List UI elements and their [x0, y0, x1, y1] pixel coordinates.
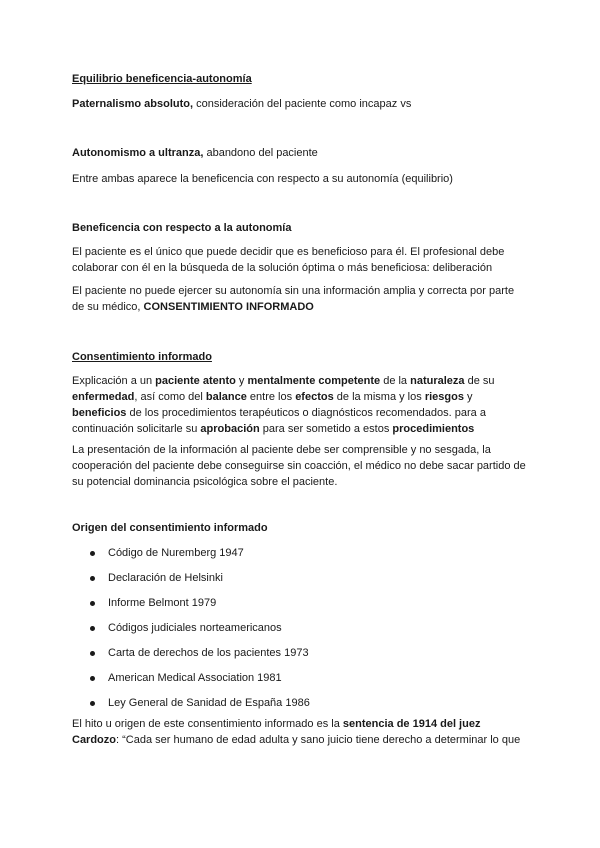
list-item: Declaración de Helsinki: [90, 570, 310, 595]
list-item: Ley General de Sanidad de España 1986: [90, 695, 310, 720]
bold-term: enfermedad: [72, 391, 135, 403]
paragraph-consentimiento-1: [72, 373, 528, 437]
text-run: de los procedimientos terapéuticos o diagnósticos recomendados. para a continuación solicitarle su: [72, 407, 486, 435]
bold-term: mentalmente competente: [247, 375, 381, 387]
term-autonomismo: Autonomismo a ultranza,: [72, 147, 204, 159]
text-run: Explicación a un: [72, 375, 156, 387]
paragraph-origen-final: [72, 716, 528, 748]
list-item: Informe Belmont 1979: [90, 595, 310, 620]
bold-term: beneficios: [72, 407, 127, 419]
term-consentimiento: CONSENTIMIENTO INFORMADO: [143, 301, 314, 313]
text-run: El hito u origen de este consentimiento informado es la: [72, 718, 343, 730]
list-item: Códigos judiciales norteamericanos: [90, 620, 310, 645]
heading-consentimiento: Consentimiento informado: [72, 351, 212, 363]
text-run: de la misma y los: [333, 391, 425, 403]
paragraph-equilibrio: Entre ambas aparece la beneficencia con respecto a su autonomía (equilibrio): [72, 173, 453, 185]
bold-term: naturaleza: [410, 375, 465, 387]
bold-term: efectos: [295, 391, 334, 403]
bold-term: procedimientos: [392, 423, 475, 435]
list-item: Código de Nuremberg 1947: [90, 545, 310, 570]
heading-beneficencia: Beneficencia con respecto a la autonomía: [72, 222, 292, 234]
list-item: Carta de derechos de los pacientes 1973: [90, 645, 310, 670]
paragraph-consentimiento-2: La presentación de la información al paciente debe ser comprensible y no sesgada, la cooperación del paciente debe conseguirse sin coacción, el médico no debe sacar partido de su potencial dominancia psicológica sobre el paciente.: [72, 444, 526, 488]
paragraph-beneficencia-2: El paciente no puede ejercer su autonomía sin una información amplia y correcta por parte de su médico, CONSENTIMIENTO INFORMADO: [72, 285, 515, 313]
list-item: American Medical Association 1981: [90, 670, 310, 695]
term-paternalismo: Paternalismo absoluto,: [72, 98, 194, 110]
bullet-icon: [90, 576, 95, 581]
text-run: de la: [380, 375, 411, 387]
bold-term: sentencia de 1914 del juez Cardozo: [72, 718, 481, 746]
heading-origen: Origen del consentimiento informado: [72, 522, 268, 534]
bullet-icon: [90, 551, 95, 556]
heading-equilibrio: Equilibrio beneficencia-autonomía: [72, 73, 252, 85]
bullet-icon: [90, 676, 95, 681]
text-run: entre los: [246, 391, 296, 403]
text-run: , así como del: [134, 391, 206, 403]
paragraph-paternalismo: Paternalismo absoluto, consideración del paciente como incapaz vs: [72, 98, 412, 110]
bold-term: aprobación: [200, 423, 260, 435]
text-run: : “Cada ser humano de edad adulta y sano juicio tiene derecho a determinar lo que: [116, 734, 521, 746]
bold-term: balance: [205, 391, 247, 403]
origen-list: [90, 545, 310, 720]
bullet-icon: [90, 651, 95, 656]
text-run: para ser sometido a estos: [259, 423, 393, 435]
text-run: y: [463, 391, 473, 403]
paragraph-autonomismo: Autonomismo a ultranza, abandono del paciente: [72, 147, 318, 159]
paragraph-beneficencia-1: El paciente es el único que puede decidir que es beneficioso para él. El profesional debe colaborar con él en la búsqueda de la solución óptima o más beneficiosa: deliberación: [72, 246, 505, 274]
bullet-icon: [90, 601, 95, 606]
bold-term: riesgos: [424, 391, 464, 403]
bullet-icon: [90, 701, 95, 706]
bullet-icon: [90, 626, 95, 631]
text-run: y: [235, 375, 248, 387]
text-run: de su: [464, 375, 495, 387]
bold-term: paciente atento: [155, 375, 236, 387]
